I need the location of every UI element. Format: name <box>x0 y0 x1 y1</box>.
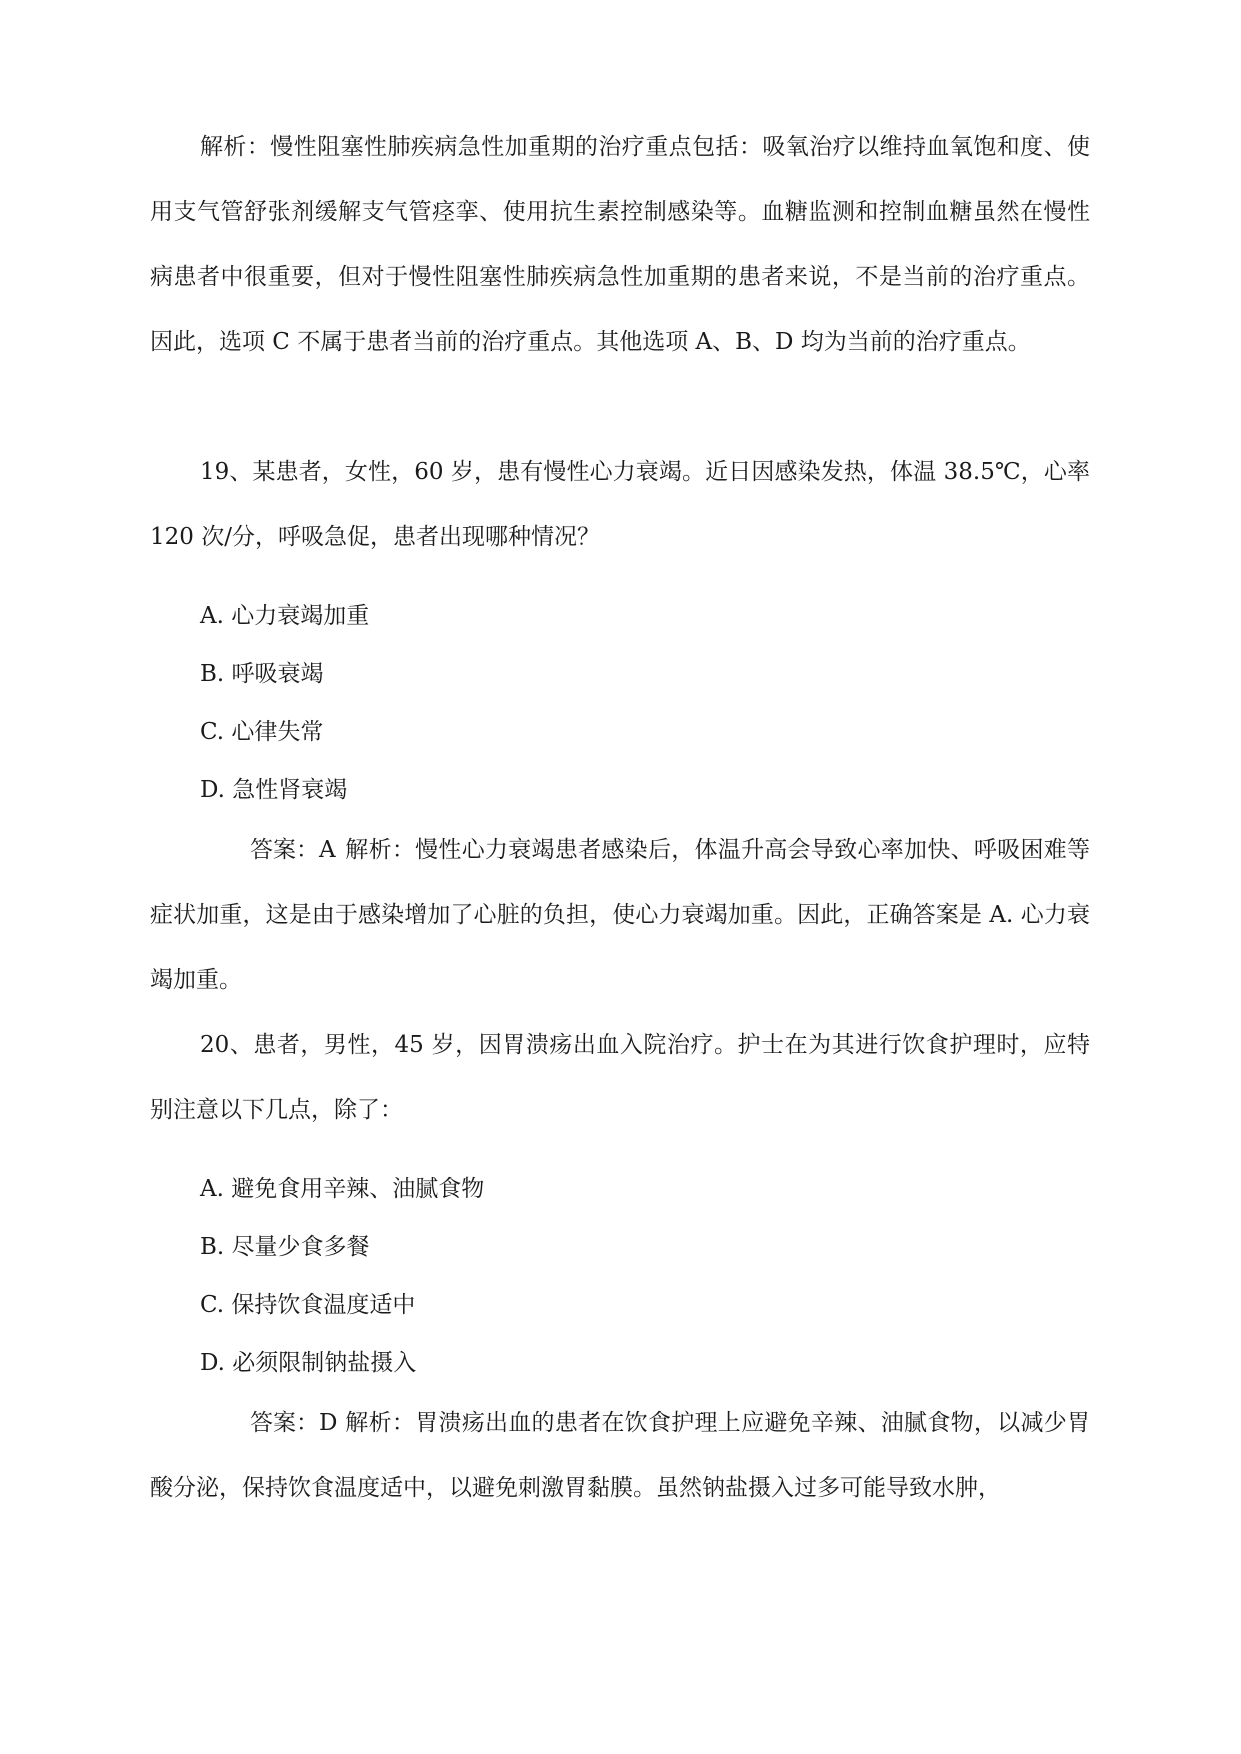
q19-option-a: A. 心力衰竭加重 <box>200 603 370 629</box>
q20-option-b: B. 尽量少食多餐 <box>200 1234 370 1260</box>
q19-answer-paragraph <box>150 818 1090 1013</box>
q20-analysis-text: 解析：胃溃疡出血的患者在饮食护理上应避免辛辣、油腻食物，以减少胃酸分泌，保持饮食温度适中，以避免刺激胃黏膜。虽然钠盐摄入过多可能导致水肿， <box>150 1410 1090 1501</box>
q20-answer-label: 答案：D <box>250 1410 338 1436</box>
question-19-stem: 19、某患者，女性，60 岁，患有慢性心力衰竭。近日因感染发热，体温 38.5℃，心率 120 次/分，呼吸急促，患者出现哪种情况？ <box>150 459 1090 550</box>
q19-answer-label: 答案：A <box>250 837 336 863</box>
q20-option-d: D. 必须限制钠盐摄入 <box>200 1350 417 1376</box>
question-20-stem: 20、患者，男性，45 岁，因胃溃疡出血入院治疗。护士在为其进行饮食护理时，应特别注意以下几点，除了： <box>150 1032 1090 1123</box>
q19-option-d: D. 急性肾衰竭 <box>200 777 348 803</box>
q19-option-b: B. 呼吸衰竭 <box>200 661 324 687</box>
q20-option-a: A. 避免食用辛辣、油腻食物 <box>200 1176 485 1202</box>
q19-option-c: C. 心律失常 <box>200 719 324 745</box>
q20-option-c: C. 保持饮食温度适中 <box>200 1292 416 1318</box>
analysis-q18-paragraph: 解析：慢性阻塞性肺疾病急性加重期的治疗重点包括：吸氧治疗以维持血氧饱和度、使用支气管舒张剂缓解支气管痉挛、使用抗生素控制感染等。血糖监测和控制血糖虽然在慢性病患者中很重要，但对于慢性阻塞性肺疾病急性加重期的患者来说，不是当前的治疗重点。因此，选项 C 不属于患者当前的治疗重点。其他选项 A、B、D 均为当前的治疗重点。 <box>150 134 1090 355</box>
q19-analysis-text: 解析：慢性心力衰竭患者感染后，体温升高会导致心率加快、呼吸困难等症状加重，这是由于感染增加了心脏的负担，使心力衰竭加重。因此，正确答案是 A. 心力衰竭加重。 <box>150 837 1090 993</box>
q20-answer-paragraph <box>150 1391 1090 1521</box>
